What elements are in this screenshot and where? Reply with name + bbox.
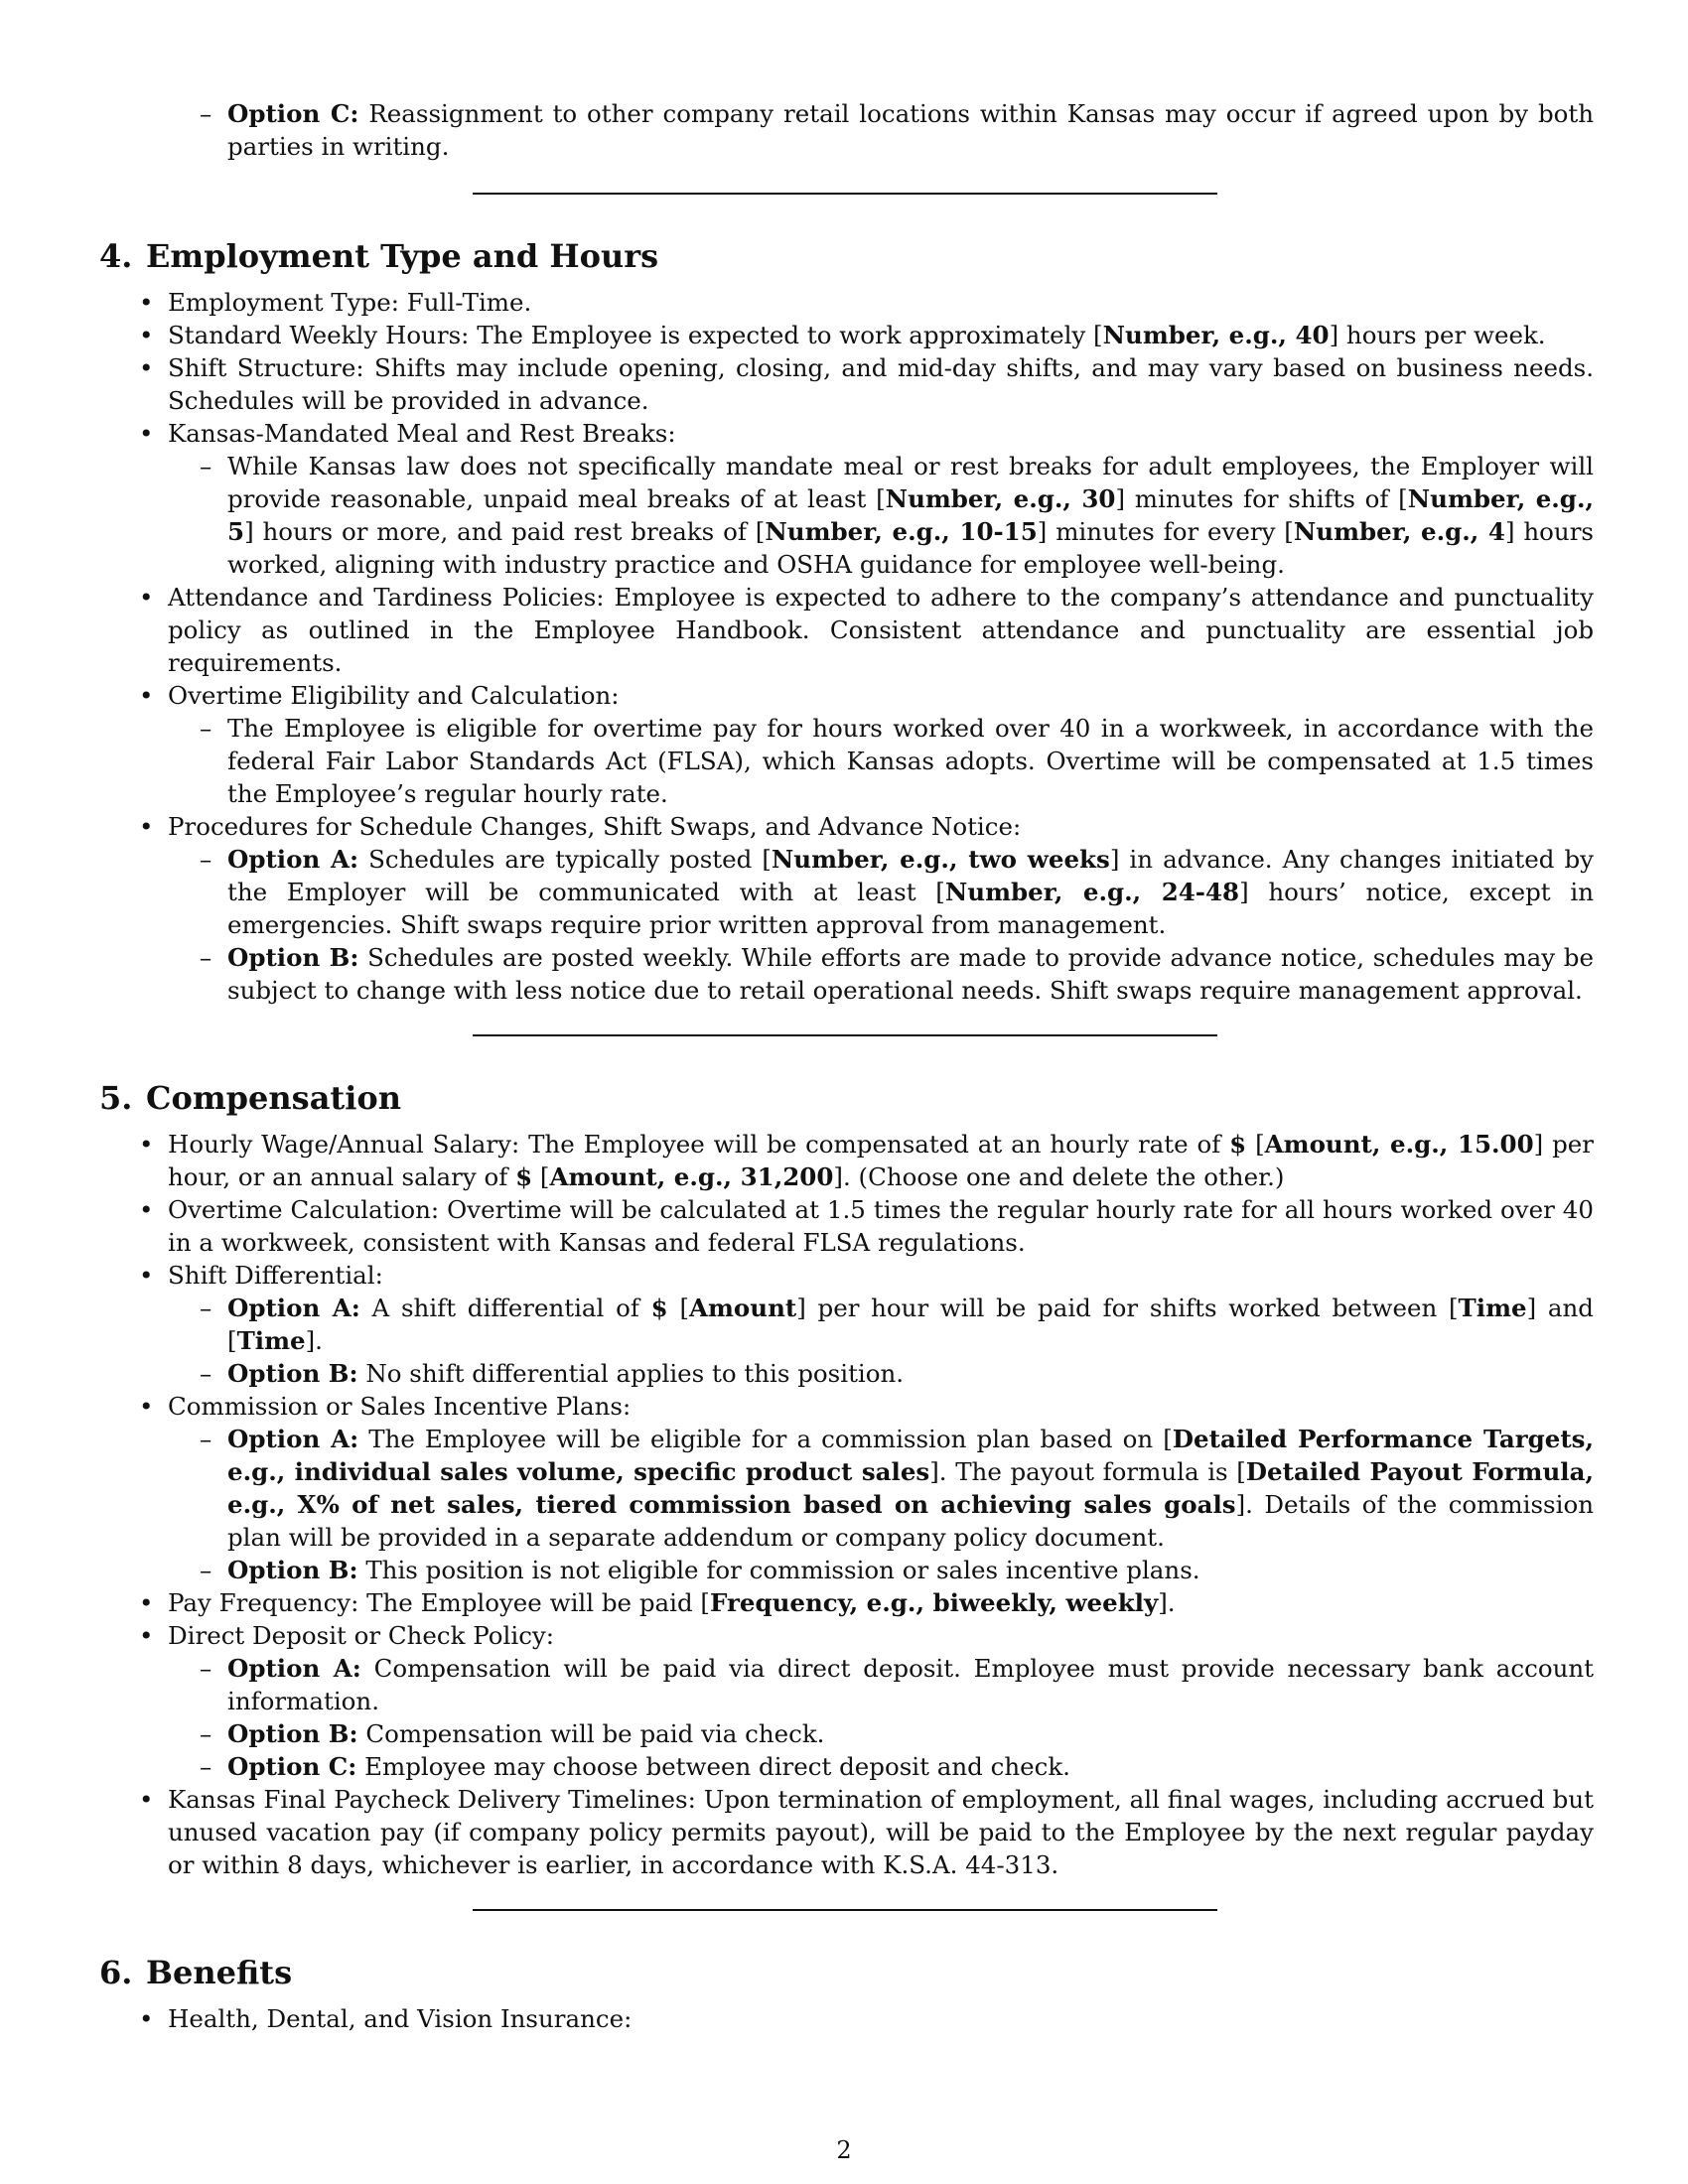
section-heading-compensation: 5. Compensation (99, 1079, 401, 1117)
list-item: • Kansas-Mandated Meal and Rest Breaks: – While Kansas law does not specifically mandate meal or rest breaks for adult employees, the Employer will provide reasonable, unpaid meal breaks of at least [Number, e.g., 30] minutes for shifts of [Number, e.g., 5] hours or more, and paid rest breaks of [Number, e.g., 10-15] minutes for every [Number, e.g., 4] hours worked, aligning with industry practice and OSHA guidance for employee well-being. (99, 417, 1594, 581)
section-heading-employment: 4. Employment Type and Hours (99, 237, 659, 275)
sub-list (168, 1652, 1594, 1783)
compensation-list (99, 1128, 1594, 1881)
sub-list (168, 843, 1594, 1007)
list-item: • Procedures for Schedule Changes, Shift Swaps, and Advance Notice: – Option A: Schedules are typically posted [Number, e.g., two weeks] in advance. Any changes initiated by the Employer will be communicated with at least [Number, e.g., 24-48] hours’ notice, except in emergencies. Shift swaps require prior written approval from management. – Option B: Schedules are posted weekly. While efforts are made to provide advance notice, schedules may be subject to change with less notice due to retail operational needs. Shift swaps require management approval. (99, 810, 1594, 1007)
list-item: • Shift Differential: – Option A: A shift differential of $ [Amount] per hour will be paid for shifts worked between [Time] and [Time]. – Option B: No shift differential applies to this position. (99, 1259, 1594, 1390)
document-page (99, 97, 1594, 2035)
list-item: – Option B: Compensation will be paid via check. (168, 1717, 1594, 1750)
section-heading-benefits: 6. Benefits (99, 1954, 293, 1991)
list-item: • Health, Dental, and Vision Insurance: (99, 2002, 1594, 2035)
sub-list (168, 712, 1594, 810)
top-option-list (99, 97, 1594, 163)
list-item: • Overtime Calculation: Overtime will be calculated at 1.5 times the regular hourly rate for all hours worked over 40 in a workweek, consistent with Kansas and federal FLSA regulations. (99, 1193, 1594, 1259)
employment-list (99, 286, 1594, 1007)
list-item: – Option C: Reassignment to other company retail locations within Kansas may occur if agreed upon by both parties in writing. (99, 97, 1594, 163)
list-item: – Option B: No shift differential applies to this position. (168, 1357, 1594, 1390)
list-item: • Standard Weekly Hours: The Employee is expected to work approximately [Number, e.g., 40] hours per week. (99, 319, 1594, 351)
list-item: – Option B: Schedules are posted weekly. While efforts are made to provide advance notice, schedules may be subject to change with less notice due to retail operational needs. Shift swaps require management approval. (168, 941, 1594, 1007)
list-item: – While Kansas law does not specifically mandate meal or rest breaks for adult employees, the Employer will provide reasonable, unpaid meal breaks of at least [Number, e.g., 30] minutes for shifts of [Number, e.g., 5] hours or more, and paid rest breaks of [Number, e.g., 10-15] minutes for every [Number, e.g., 4] hours worked, aligning with industry practice and OSHA guidance for employee well-being. (168, 450, 1594, 581)
list-item: – Option C: Employee may choose between direct deposit and check. (168, 1750, 1594, 1783)
section-divider (473, 1034, 1217, 1036)
list-item: • Employment Type: Full-Time. (99, 286, 1594, 319)
section-divider (473, 193, 1217, 195)
list-item: – Option B: This position is not eligible for commission or sales incentive plans. (168, 1554, 1594, 1586)
sub-list (168, 1423, 1594, 1586)
sub-list (168, 1292, 1594, 1390)
list-item: – The Employee is eligible for overtime pay for hours worked over 40 in a workweek, in accordance with the federal Fair Labor Standards Act (FLSA), which Kansas adopts. Overtime will be compensated at 1.5 times the Employee’s regular hourly rate. (168, 712, 1594, 810)
page-number: 2 (836, 2136, 852, 2164)
list-item: • Direct Deposit or Check Policy: – Option A: Compensation will be paid via direct deposit. Employee must provide necessary bank account information. – Option B: Compensation will be paid via check. – Option C: Employee may choose between direct deposit and check. (99, 1619, 1594, 1783)
list-item: • Shift Structure: Shifts may include opening, closing, and mid-day shifts, and may vary based on business needs. Schedules will be provided in advance. (99, 351, 1594, 417)
list-item: • Pay Frequency: The Employee will be paid [Frequency, e.g., biweekly, weekly]. (99, 1586, 1594, 1619)
list-item: • Commission or Sales Incentive Plans: – Option A: The Employee will be eligible for a commission plan based on [Detailed Performance Targets, e.g., individual sales volume, specific product sales]. The payout formula is [Detailed Payout Formula, e.g., X% of net sales, tiered commission based on achieving sales goals]. Details of the commission plan will be provided in a separate addendum or company policy document. – Option B: This position is not eligible for commission or sales incentive plans. (99, 1390, 1594, 1586)
list-item: • Kansas Final Paycheck Delivery Timelines: Upon termination of employment, all final wages, including accrued but unused vacation pay (if company policy permits payout), will be paid to the Employee by the next regular payday or within 8 days, whichever is earlier, in accordance with K.S.A. 44-313. (99, 1783, 1594, 1881)
list-item: • Hourly Wage/Annual Salary: The Employee will be compensated at an hourly rate of $ [Amount, e.g., 15.00] per hour, or an annual salary of $ [Amount, e.g., 31,200]. (Choose one and delete the other.) (99, 1128, 1594, 1193)
list-item: • Attendance and Tardiness Policies: Employee is expected to adhere to the company’s attendance and punctuality policy as outlined in the Employee Handbook. Consistent attendance and punctuality are essential job requirements. (99, 581, 1594, 679)
list-item: • Overtime Eligibility and Calculation: – The Employee is eligible for overtime pay for hours worked over 40 in a workweek, in accordance with the federal Fair Labor Standards Act (FLSA), which Kansas adopts. Overtime will be compensated at 1.5 times the Employee’s regular hourly rate. (99, 679, 1594, 810)
list-item: – Option A: Compensation will be paid via direct deposit. Employee must provide necessary bank account information. (168, 1652, 1594, 1717)
sub-list (168, 450, 1594, 581)
benefits-list (99, 2002, 1594, 2035)
list-item: – Option A: Schedules are typically posted [Number, e.g., two weeks] in advance. Any changes initiated by the Employer will be communicated with at least [Number, e.g., 24-48] hours’ notice, except in emergencies. Shift swaps require prior written approval from management. (168, 843, 1594, 941)
section-divider (473, 1909, 1217, 1911)
list-item: – Option A: The Employee will be eligible for a commission plan based on [Detailed Performance Targets, e.g., individual sales volume, specific product sales]. The payout formula is [Detailed Payout Formula, e.g., X% of net sales, tiered commission based on achieving sales goals]. Details of the commission plan will be provided in a separate addendum or company policy document. (168, 1423, 1594, 1554)
list-item: – Option A: A shift differential of $ [Amount] per hour will be paid for shifts worked between [Time] and [Time]. (168, 1292, 1594, 1357)
